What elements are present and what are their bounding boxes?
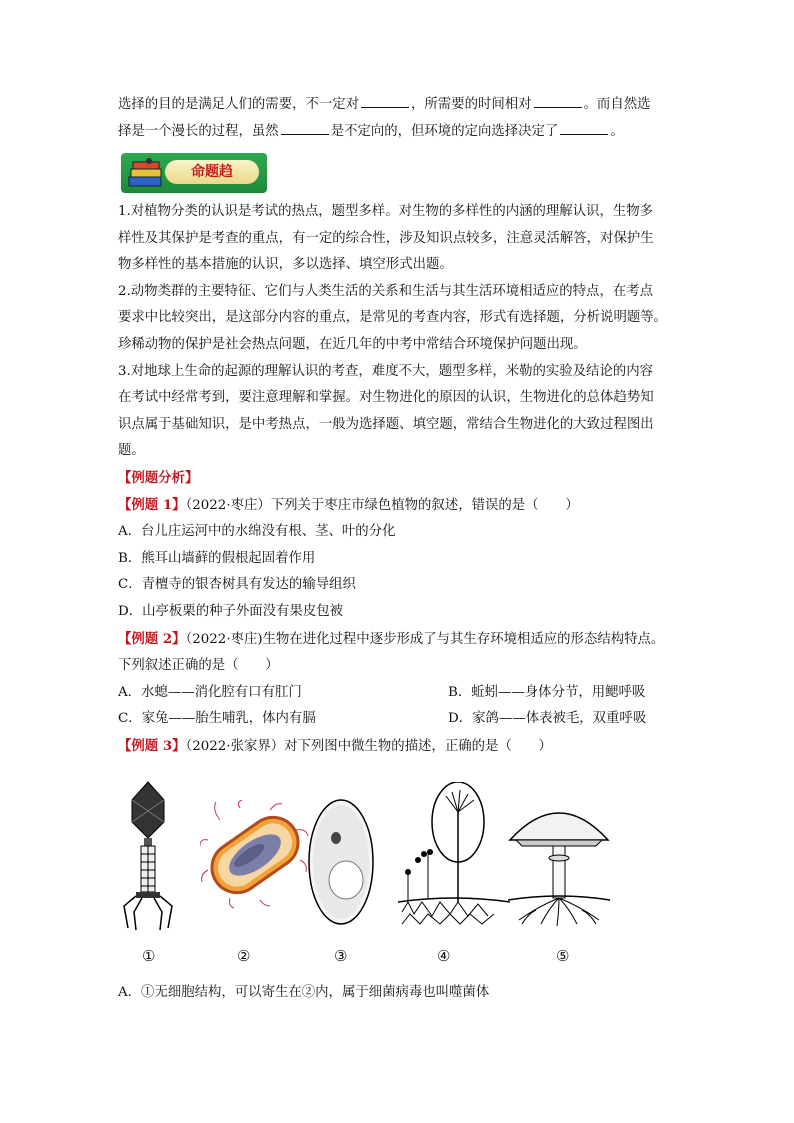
- ex1-option-d: D．山亭板栗的种子外面没有果皮包被: [118, 603, 343, 619]
- intro-block: [118, 92, 678, 145]
- ex2-option-b: B．蚯蚓——身体分节，用鳃呼吸: [448, 684, 646, 700]
- trend-p3-line: 题。: [118, 443, 145, 459]
- ex1-option-b: B．熊耳山墙藓的假根起固着作用: [118, 550, 316, 566]
- intro-line-1: 选择的目的是满足人们的需要，不一定对 ，所需要的时间相对 。而自然选: [118, 92, 678, 119]
- mushroom-illustration: [506, 800, 612, 930]
- microbe-figure: [118, 780, 678, 980]
- trend-p2-line: 要求中比较突出，是这部分内容的重点，是常见的考查内容，形式有选择题，分析说明题等。: [118, 310, 668, 326]
- ex2-stem-cont: 下列叙述正确的是（ ）: [118, 658, 279, 674]
- trend-p3-line: 3.对地球上生命的起源的理解认识的考查，难度不大，题型多样，米勒的实验及结论的内容: [118, 363, 654, 379]
- yeast-cell-illustration: [306, 796, 376, 928]
- figure-caption-4: ④: [437, 947, 451, 965]
- figure-caption-1: ①: [142, 947, 156, 965]
- section-title: 【例题分析】: [118, 469, 199, 486]
- ex2-stem: 【例题 2】（2022·枣庄)生物在进化过程中逐步形成了与其生存环境相适应的形态结构特点。: [118, 630, 665, 647]
- bacterium-illustration: [200, 800, 310, 910]
- trend-badge: [121, 153, 267, 193]
- fill-blank: [361, 93, 409, 108]
- fill-blank: [534, 93, 582, 108]
- trend-p3-line: 识点属于基础知识，是中考热点，一般为选择题、填空题，常结合生物进化的大致过程图出: [118, 416, 654, 432]
- fill-blank: [560, 120, 608, 135]
- intro-line-2: 择是一个漫长的过程，虽然 是不定向的，但环境的定向选择决定了 。: [118, 119, 678, 146]
- ex3-options: [118, 980, 678, 1007]
- figure-caption-5: ⑤: [556, 947, 570, 965]
- ex2-options-row: [118, 706, 678, 733]
- figure-caption-3: ③: [334, 947, 348, 965]
- trend-p3-line: 在考试中经常考到，要注意理解和掌握。对生物进化的原因的认识，生物进化的总体趋势知: [118, 390, 654, 406]
- mold-illustration: [398, 782, 510, 932]
- ex2-option-c: C．家兔——胎生哺乳，体内有膈: [118, 711, 316, 727]
- ex1-option-a: A．台儿庄运河中的水绵没有根、茎、叶的分化: [118, 524, 396, 540]
- ex1-tag: 【例题 1】: [118, 496, 186, 513]
- ex3-stem: 【例题 3】（2022·张家界）对下列图中微生物的描述，正确的是（ ）: [118, 737, 552, 754]
- trend-p1-line: 1.对植物分类的认识是考试的热点，题型多样。对生物的多样性的内涵的理解认识，生物多: [118, 204, 654, 219]
- fill-blank: [281, 120, 329, 135]
- ex3-tag: 【例题 3】: [118, 737, 186, 754]
- trend-p2-line: 珍稀动物的保护是社会热点问题，在近几年的中考中常结合环境保护问题出现。: [118, 336, 587, 352]
- ex3-option-a: A．①无细胞结构，可以寄生在②内，属于细菌病毒也叫噬菌体: [118, 985, 490, 1000]
- ex2-options-row: [118, 680, 678, 707]
- ex1-stem: 【例题 1】（2022·枣庄）下列关于枣庄市绿色植物的叙述，错误的是（ ）: [118, 496, 579, 513]
- trend-p1-line: 物多样性的基本措施的认识，多以选择、填空形式出题。: [118, 257, 453, 273]
- ex2-tag: 【例题 2】: [118, 630, 186, 647]
- ex1-option-c: C．青檀寺的银杏树具有发达的输导组织: [118, 577, 356, 593]
- trend-p2-line: 2.动物类群的主要特征、它们与人类生活的关系和生活与其生活环境相适应的特点，在考点: [118, 283, 654, 299]
- trend-block: [118, 199, 678, 760]
- bacteriophage-illustration: [118, 780, 178, 940]
- books-icon: [127, 157, 165, 191]
- badge-label: 命题趋: [165, 160, 259, 184]
- ex2-option-d: D．家鸽——体表被毛，双重呼吸: [448, 711, 647, 727]
- ex2-option-a: A．水螅——消化腔有口有肛门: [118, 684, 302, 700]
- trend-p1-line: 样性及其保护是考查的重点，有一定的综合性，涉及知识点较多，注意灵活解答，对保护生: [118, 230, 654, 246]
- figure-caption-2: ②: [237, 947, 251, 965]
